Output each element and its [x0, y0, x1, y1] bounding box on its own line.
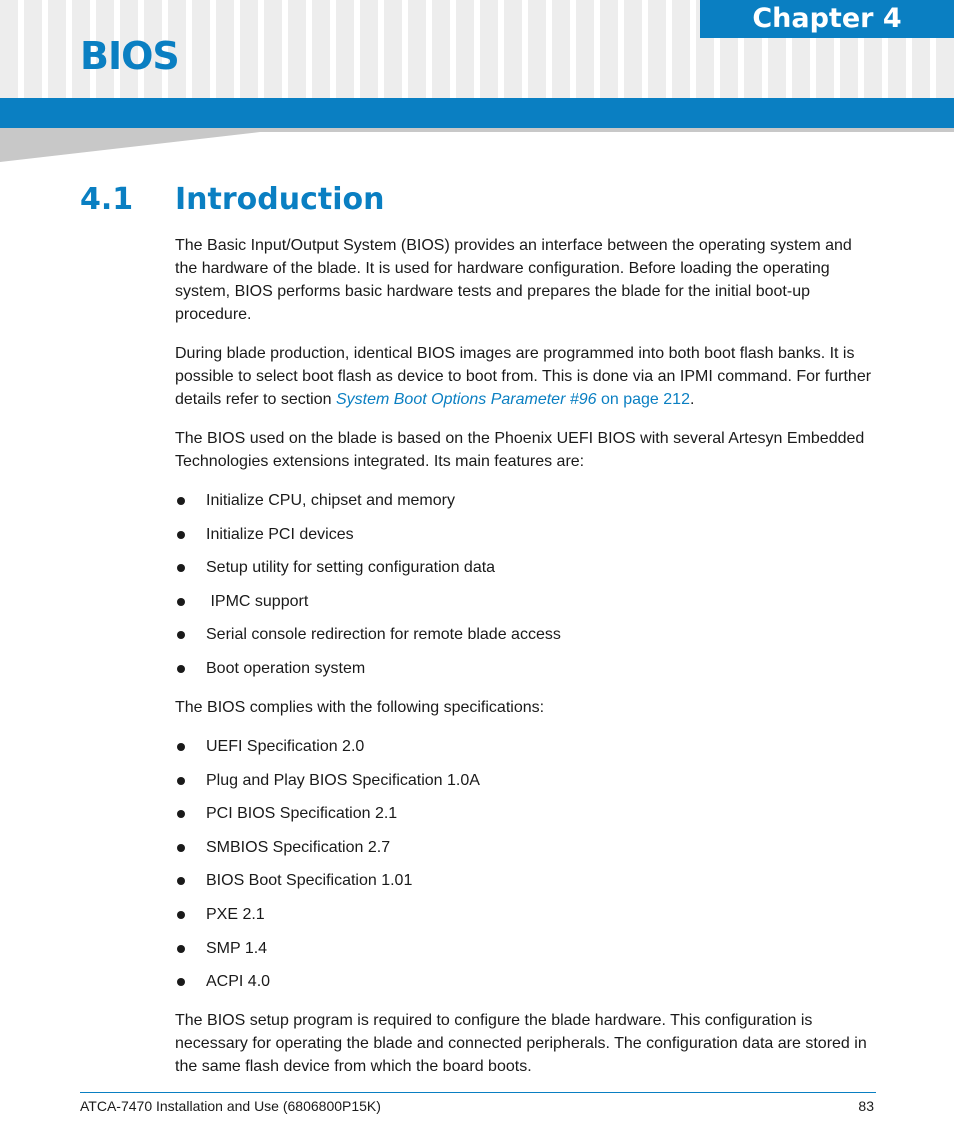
list-item-text: PXE 2.1	[206, 905, 265, 923]
bullet-icon	[177, 810, 185, 818]
list-item-text: PCI BIOS Specification 2.1	[206, 805, 398, 823]
bullet-icon	[177, 911, 185, 919]
features-list	[175, 489, 875, 680]
bullet-icon	[177, 945, 185, 953]
list-item	[175, 735, 875, 758]
cross-reference-title: System Boot Options Parameter #96	[335, 391, 597, 408]
cross-reference-link[interactable]	[336, 391, 690, 408]
list-item	[175, 556, 875, 579]
bullet-icon	[177, 978, 185, 986]
bullet-icon	[177, 777, 185, 785]
specs-list	[175, 735, 875, 993]
bullet-icon	[177, 531, 185, 539]
section-number: 4.1	[80, 182, 134, 217]
page-number: 83	[858, 1098, 874, 1114]
paragraph-boot-flash-end: .	[689, 391, 695, 408]
chapter-tab: Chapter 4	[700, 0, 954, 38]
list-item	[175, 623, 875, 646]
bullet-icon	[177, 497, 185, 505]
list-item-text: Boot operation system	[206, 659, 366, 677]
list-item	[175, 657, 875, 680]
list-item-text: ACPI 4.0	[206, 973, 271, 991]
list-item	[175, 970, 875, 993]
list-item-text: Plug and Play BIOS Specification 1.0A	[206, 771, 480, 789]
list-item	[175, 523, 875, 546]
cross-reference-page: on page 212	[596, 391, 690, 408]
list-item-text: Serial console redirection for remote blade access	[206, 626, 561, 644]
list-item	[175, 937, 875, 960]
list-item	[175, 769, 875, 792]
list-item-text: Initialize PCI devices	[206, 525, 354, 543]
paragraph-specs-intro: The BIOS complies with the following specifications:	[175, 698, 545, 716]
paragraph-setup: The BIOS setup program is required to configure the blade hardware. This configuration is necessary for operating the blade and connected peripherals. The configuration data are stored in the same flash device from which the board boots.	[175, 1012, 867, 1076]
bullet-icon	[177, 877, 185, 885]
list-item-text: BIOS Boot Specification 1.01	[206, 872, 413, 890]
list-item-text: SMP 1.4	[206, 939, 268, 957]
list-item-text: UEFI Specification 2.0	[206, 737, 365, 755]
bullet-icon	[177, 844, 185, 852]
paragraph-features-intro: The BIOS used on the blade is based on the Phoenix UEFI BIOS with several Artesyn Embedded Technologies extensions integrated. Its main features are:	[175, 430, 865, 470]
list-item	[175, 802, 875, 825]
page-content	[175, 234, 875, 1094]
paragraph-boot-flash-text: During blade production, identical BIOS images are programmed into both boot flash banks. It is possible to select boot flash as device to boot from. This is done via an IPMI command. For further details refer to section	[175, 345, 872, 408]
list-item	[175, 903, 875, 926]
bullet-icon	[177, 631, 185, 639]
paragraph-intro: The Basic Input/Output System (BIOS) provides an interface between the operating system and the hardware of the blade. It is used for hardware configuration. Before loading the operating system, BIOS performs basic hardware tests and prepares the blade for the initial boot-up procedure.	[175, 237, 852, 323]
list-item	[175, 836, 875, 859]
header-band	[0, 98, 954, 128]
section-title: Introduction	[175, 182, 385, 217]
list-item	[175, 869, 875, 892]
footer-document-title: ATCA-7470 Installation and Use (6806800P15K)	[80, 1098, 381, 1114]
bullet-icon	[177, 564, 185, 572]
chapter-title: BIOS	[80, 34, 179, 78]
list-item	[175, 590, 875, 613]
list-item-text: SMBIOS Specification 2.7	[206, 838, 391, 856]
paragraph-boot-flash	[175, 342, 875, 411]
header-wedge	[0, 128, 954, 162]
list-item	[175, 489, 875, 512]
bullet-icon	[177, 665, 185, 673]
list-item-text: Setup utility for setting configuration data	[206, 559, 496, 577]
bullet-icon	[177, 598, 185, 606]
bullet-icon	[177, 743, 185, 751]
list-item-text: Initialize CPU, chipset and memory	[206, 492, 455, 509]
list-item-text: IPMC support	[206, 592, 309, 610]
footer-divider	[80, 1092, 876, 1093]
